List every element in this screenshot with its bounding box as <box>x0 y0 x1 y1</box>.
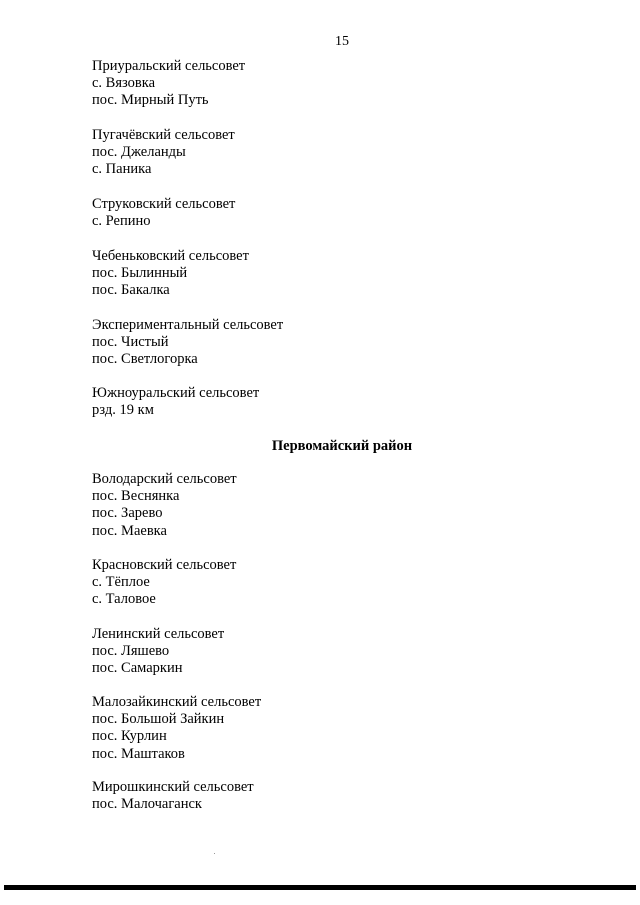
council-name: Мирошкинский сельсовет <box>92 779 254 795</box>
page-number: 15 <box>335 34 349 49</box>
settlement-item: с. Репино <box>92 213 151 230</box>
council-name: Малозайкинский сельсовет <box>92 694 262 710</box>
council-group-miroshkinsky <box>92 779 254 813</box>
settlement-item: пос. Бакалка <box>92 282 170 299</box>
settlement-item: пос. Большой Зайкин <box>92 711 225 728</box>
council-name: Чебеньковский сельсовет <box>92 248 249 264</box>
settlement-item: с. Вязовка <box>92 75 156 92</box>
council-name: Володарский сельсовет <box>92 471 237 487</box>
settlement-item: пос. Маевка <box>92 522 167 539</box>
settlement-item: пос. Веснянка <box>92 488 180 505</box>
council-name: Пугачёвский сельсовет <box>92 127 235 143</box>
council-group-pugachevsky <box>92 127 235 179</box>
council-group-krasnovsky <box>92 557 236 609</box>
council-name: Красновский сельсовет <box>92 557 237 573</box>
settlement-item: пос. Джеланды <box>92 144 186 161</box>
council-group-eksperimentalny <box>92 317 283 369</box>
settlement-item: пос. Курлин <box>92 728 167 745</box>
settlement-item: рзд. 19 км <box>92 402 154 419</box>
settlement-item: с. Таловое <box>92 591 156 608</box>
settlement-item: пос. Мирный Путь <box>92 92 209 109</box>
settlement-item: пос. Самаркин <box>92 660 183 677</box>
district-heading: Первомайский район <box>271 438 413 454</box>
council-group-leninsky <box>92 626 224 678</box>
council-name: Приуральский сельсовет <box>92 58 246 74</box>
council-group-priuralsky <box>92 58 245 110</box>
footer-rule <box>4 885 636 890</box>
council-group-volodarsky <box>92 471 237 540</box>
settlement-item: с. Тёплое <box>92 574 150 591</box>
council-name: Экспериментальный сельсовет <box>92 317 284 333</box>
settlement-item: пос. Чистый <box>92 334 169 351</box>
settlement-item: пос. Былинный <box>92 265 188 282</box>
settlement-item: пос. Зарево <box>92 505 163 522</box>
council-group-malozaykinsky <box>92 694 261 763</box>
settlement-item: с. Паника <box>92 161 152 178</box>
council-group-yuzhnouralsky <box>92 385 259 419</box>
settlement-item: пос. Ляшево <box>92 643 170 660</box>
scan-speck <box>214 853 215 854</box>
settlement-item: пос. Маштаков <box>92 745 185 762</box>
council-group-strukovsky <box>92 196 235 230</box>
settlement-item: пос. Светлогорка <box>92 351 198 368</box>
council-name: Южноуральский сельсовет <box>92 385 260 401</box>
council-name: Струковский сельсовет <box>92 196 236 212</box>
council-group-chebenkovsky <box>92 248 249 300</box>
settlement-item: пос. Малочаганск <box>92 796 202 813</box>
council-name: Ленинский сельсовет <box>92 626 225 642</box>
